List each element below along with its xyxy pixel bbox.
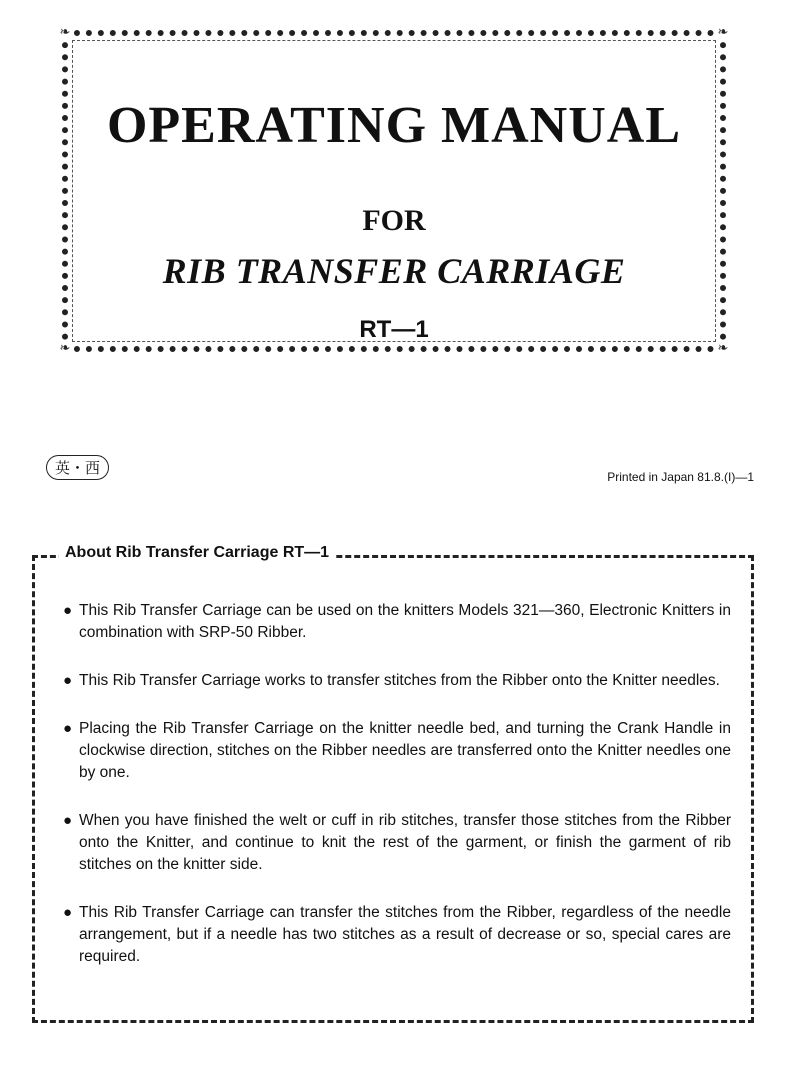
list-item xyxy=(59,670,731,692)
subtitle: RIB TRANSFER CARRIAGE xyxy=(162,251,626,291)
language-badge: 英・西 xyxy=(46,455,109,480)
list-item xyxy=(59,600,731,644)
bullet-icon: ● xyxy=(63,904,73,921)
bullet-text: This Rib Transfer Carriage can transfer the stitches from the Ribber, regardless of the needle arrangement, but if a needle has two stitches as a result of decrease or so, special cares are required. xyxy=(79,904,731,965)
main-title: OPERATING MANUAL xyxy=(106,97,682,154)
title-frame xyxy=(59,25,729,356)
list-item xyxy=(59,718,731,784)
bullet-icon: ● xyxy=(63,602,73,619)
about-bullet-list xyxy=(59,600,731,994)
ornament-corner-icon: ❧ xyxy=(59,341,71,356)
bullet-text: This Rib Transfer Carriage works to transfer stitches from the Ribber onto the Knitter needles. xyxy=(79,672,720,689)
bullet-text: Placing the Rib Transfer Carriage on the knitter needle bed, and turning the Crank Handle in clockwise direction, stitches on the Ribber needles are transferred onto the Knitter needles one by one. xyxy=(79,720,731,781)
about-title: About Rib Transfer Carriage RT—1 xyxy=(59,544,335,562)
ornament-corner-icon: ❧ xyxy=(59,25,71,40)
bullet-icon: ● xyxy=(63,720,73,737)
bullet-text: This Rib Transfer Carriage can be used on the knitters Models 321—360, Electronic Knitters in combination with SRP-50 Ribber. xyxy=(79,602,731,641)
list-item xyxy=(59,902,731,968)
for-text: FOR xyxy=(362,204,426,237)
bullet-text: When you have finished the welt or cuff in rib stitches, transfer those stitches from the Ribber onto the Knitter, and continue to knit the rest of the garment, or finish the garment of rib stitches on the knitter side. xyxy=(79,812,731,873)
ornament-corner-icon: ❧ xyxy=(717,25,729,40)
printed-info: Printed in Japan 81.8.(I)—1 xyxy=(607,470,754,484)
about-section xyxy=(32,544,754,1023)
bullet-icon: ● xyxy=(63,672,73,689)
ornament-corner-icon: ❧ xyxy=(717,341,729,356)
model-number: RT—1 xyxy=(359,316,429,343)
list-item xyxy=(59,810,731,876)
bullet-icon: ● xyxy=(63,812,73,829)
